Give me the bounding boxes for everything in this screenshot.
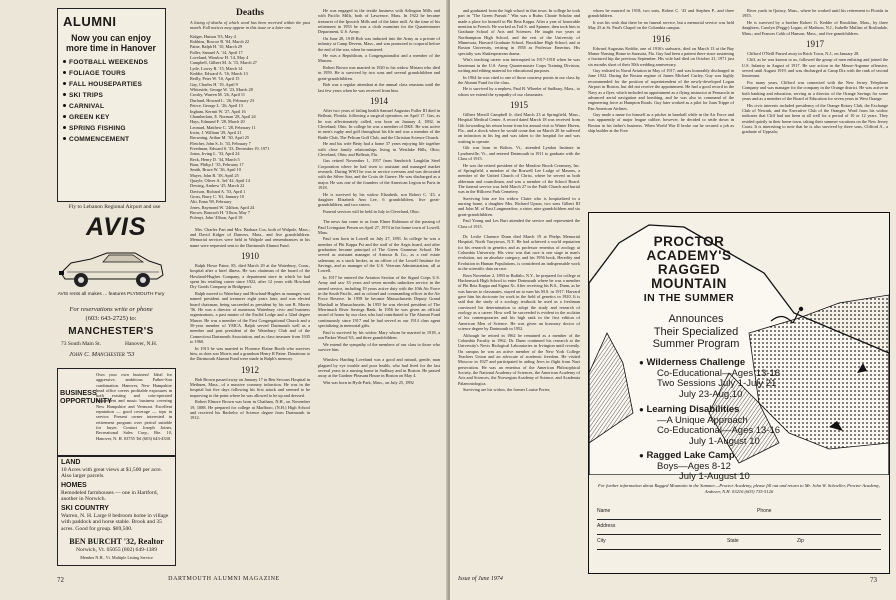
list-item: FOOTBALL WEEKENDS	[63, 57, 163, 68]
obituary-paragraph: For many years, Clifford was connected with the New Jersey Telephone Company and was manager for the company in the Orange district. He was active in both banking and education, serving as a director of the Orange Savings for some years and as a member of the Board of Education for seven years in West Orange.	[742, 80, 888, 102]
death-list-item: Fuller, Samuel A. '14, April 17	[190, 49, 243, 55]
death-list-item: Freedman, Edward S. '33, December 19, 1971	[190, 145, 270, 151]
obituary-paragraph: Win's teaching career was interrupted in 1917-1918 when he was lieutenant in the U.S. Army Quartermaster Corps Training Division, writing and editing material for educational purposes.	[458, 57, 580, 73]
list-item: SPRING FISHING	[63, 123, 163, 134]
obituary-paragraph: Dr. Leslie Clarence Dunn died March 19 at Phelps Memorial Hospital, North Tarrytown, N.Y. He had achieved a world reputation for his research in genetics and as professor emeritus of zoology at Columbia University. His view was that race is one stage in man's evolution, not an absolute category, and his 1956 book, Heredity and Evolution in Human Populations, is considered an indispensable work in the scientific data on race.	[458, 234, 580, 272]
death-list-item: Gay, Charles H. '19, April 9	[190, 81, 238, 87]
death-list-item: Hays, Edmund F. '28, March 20	[190, 119, 245, 125]
obituary-column-2	[588, 8, 734, 198]
obituary-paragraph: Ralph moved to Waterbury and Howland-Hughes as manager, was named president and treasurer eight years later, and was elected board chairman, being succeeded as president by his son R. Morris '36. He was a director of numerous Waterbury civic and business organizations, a past master of the Euclid Lodge and a 32nd degree Mason. He was a member of the First Congregational Church and a 50-year member of YMCA. Ralph served Dartmouth well as a member and past president of the Waterbury Club and of the Connecticut Dartmouth Association, and as class treasurer from 1935 to 1960.	[190, 291, 310, 345]
death-list-item: Dewing, Andrew '45, March 22	[190, 183, 245, 189]
obituary-column-3	[742, 8, 888, 198]
proctor-academy-ad	[588, 212, 890, 574]
death-list-item: Baur, Philip J. '35, February 17	[190, 161, 244, 167]
obituary-paragraph: Funeral services will be held in July in Cleveland, Ohio.	[323, 208, 420, 214]
obituary-paragraph: In 1917 he entered the Aviation Section of the Signal Corps U.S. Army and saw 33 years and seven months unbroken service in the armed service, including 19 years active duty with the 10th Air Force in the South Pacific, and as colonel and commanding officer in the Air Force Reserve. In 1958 he became Massachusetts Deputy Grand Marshall in Massachusetts. In 1955 he was elected president of The Merrimack River Savings Bank. In 1956 he was given an official award of honor by our class who had contributed to The Alumni Fund continuously since 1917 and he had served as our 1914 class agent specializing in memorial gifts.	[318, 275, 440, 329]
alumni-ad-list	[63, 57, 163, 145]
obituary-paragraph: It was his wish that there be no funeral service, but a memorial service was held May 25 at St. Paul's Chapel on the Columbia campus.	[588, 19, 734, 31]
obituary-paragraph: Clifford O'Neill Passed away in Brick Town, N.J., on January 28.	[747, 50, 860, 56]
magazine-footer: DARTMOUTH ALUMNI MAGAZINE	[168, 576, 280, 582]
obituary-paragraph: Surviving are his widow, the former Louise Porter,	[463, 387, 551, 393]
death-list-item: Smith, Bruce W. '36, April 10	[190, 167, 241, 173]
form-label-state: State	[727, 538, 739, 544]
death-list-item: Keddie, Edward A. '16, March 13	[190, 71, 248, 77]
realtor-address: Norwich, Vt. 05055 (802) 649-1389	[76, 547, 157, 553]
year-heading: 1916	[652, 33, 670, 44]
obituary-paragraph: Robert Elmore Brown was born in Chatham, N.H., on November 19, 1888. He prepared for college at Marlboro, (N.H.) High School and received his Bachelor of Science degree from Dartmouth in 1912.	[190, 399, 310, 421]
year-heading: 1917	[806, 38, 824, 49]
obituary-paragraph: Robert Brown was married in 1920 to his widow Miriam who died in 1959. He is survived by two sons and several grandchildren and great-grandchildren.	[318, 65, 440, 81]
death-list-item: Kidger, Hutson '03, May 4	[190, 33, 236, 39]
death-list-item: Irwin, J. William '29, April 21	[190, 129, 242, 135]
obituary-paragraph: In 1964 he was cited to one of those courtesy points in our class by the Alumni Fund for the class.	[458, 74, 580, 85]
death-list-item: Davison, Richard A. '53, April 1	[190, 188, 246, 194]
issue-footer: Issue of June 1974	[458, 576, 503, 582]
obituary-paragraph: Cliff, as he was known to us, followed the group of men enlisting and joined the U.S. Infantry in August of 1917. He saw action in the Meuse-Argonne offensive, served until August 1919, and was discharged at Camp Dix with the rank of second lieutenant.	[742, 57, 888, 79]
year-heading: 1914	[370, 95, 388, 106]
list-item: GREEN KEY	[63, 112, 163, 123]
program-learning-disabilities: ● Learning Disabilities —A Unique Approach Co-Educational—Ages 13-16 July 1-August 10	[639, 404, 781, 447]
death-list-item: Robbins, Roscoe B. '04, March 22	[190, 39, 250, 45]
obituary-paragraph: He is survived by his widow Elizabeth, son Robert C. '45, a daughter Elizabeth Ann Lee, 6 grandchildren, five great-grandchildren, and two sisters.	[318, 191, 440, 208]
avis-company: MANCHESTER'S	[68, 326, 154, 337]
death-list-item: Reck, Henry D. '34, March 5	[190, 156, 240, 162]
death-list-item: Ingham, Kermit W. '27, April 16	[190, 108, 246, 114]
obituary-paragraph: Paul was born in Lowell on July 27, 1891. In college he was a member of Phi Kappa Psi and the staff of the Aegis board, and after graduation became principal of The Green Grammar School. He served as assistant manager of Armour & Co., as a real estate salesman, as a stock broker, as an officer of the Lowell Institute for Savings, and as manager of the U.S. Veterans Administration, all at Lowell.	[318, 236, 440, 274]
proctor-announces: Announces Their Specialized Summer Program	[652, 313, 740, 350]
proctor-inquiry-form	[597, 505, 881, 550]
form-label-zip: Zip	[797, 538, 804, 544]
avis-signature: John C. Manchester '53	[69, 351, 135, 358]
obituary-paragraph: Paul Young and Les Burt attended the service and represented the Class of 1915.	[458, 218, 580, 229]
ski-country-heading: SKI COUNTRY	[61, 505, 109, 512]
death-list-item: Alti, Enna '69, February	[190, 199, 232, 205]
death-list-item: Lytle, Lowry R. '15, March 14	[190, 65, 243, 71]
avis-ad	[57, 213, 165, 365]
death-list-item: Paine, Ralph H. '10, March 29	[190, 44, 243, 50]
obituary-paragraph: On June 28, 1918 Bob was inducted into the Army as a private of infantry at Camp Devens, Mass., and was promoted to corporal before the end of the war, when he mustered.	[318, 35, 440, 52]
obituary-paragraph: Gilbert Merrill Campbell Jr. died March 23 at Springfield, Mass., Hospital Medical Center. A record dated March 18 was received from Gib forwarding his return home from his annual visit to Winter Haven, Fla., and a shock where he would come that on March 20 he suffered an infarction in his leg and was taken to the hospital for and was waiting to operate.	[458, 112, 580, 144]
obituary-paragraph: Surviving him are his widow Claire who is hospitalized in a nursing home, a daughter Mrs. Richard Upson, two sons Gilbert III and John M. of East Longmeadow, a sister, nine grandchildren and six great-grandchildren.	[458, 195, 580, 217]
death-list-item: Crosby, Warren M. '26, April 11	[190, 92, 246, 98]
deaths-column	[190, 8, 310, 570]
alumni-ad	[57, 8, 166, 202]
page-number-right: 73	[870, 576, 877, 584]
year-heading: 1910	[241, 251, 259, 262]
business-ad-title: BUSINESS OPPORTUNITY	[60, 388, 112, 406]
form-label-phone: Phone	[757, 508, 772, 514]
ski-country-text: Warren, N. H. Large 8 bedroom home in village with paddock and horse stable. Brook and 35 acres. Good for group. $69,500.	[61, 513, 169, 532]
land-heading: LAND	[61, 459, 81, 466]
avis-reservations: For reservations write or phone	[69, 306, 153, 313]
obituary-paragraph: He and his wife Betty had a home 37 years enjoying life together with close family relationships living in Westlake Hills, Ohio; Cleveland, Ohio; and Belleair, Fla.	[318, 141, 440, 157]
obituary-paragraph: The news has come to us from Elmer Robinson of the passing of Paul Livingston Presen on April 27, 1974 in his home town of Lowell, Mass.	[318, 219, 440, 235]
realtor-note: Member N.H., Vt. Multiple Listing Service	[80, 555, 153, 560]
obituary-paragraph: Although he retired in 1962 he remained as a member of the Columbia Faculty in 1962, Dr. Dunn continued his research at the University's Nevis Biological Laboratories in Irvington until recently. On campus he was an active member of the New York College Teachers Union and an advocate of academic freedom. He visited Moscow in 1927 and participated in aiding Jews in flight from Nazi persecution. He was an emeritus of the American Philosophical Society, the National Academy of Sciences, the American Academy of Arts and Sciences, the Norwegian Academy of Science, and Academia Palaeontologica.	[458, 332, 580, 386]
year-heading: 1915	[510, 100, 528, 111]
deaths-list	[190, 34, 310, 221]
obituary-column-3	[318, 8, 440, 570]
obituary-paragraph: and graduated from the high school in that town. In college he took part in "The Green Pursuit." Win was a Rufus Choate Scholar and made a place for himself in Phi Beta Kappa. After a year of honorable mention in French. He worked as Tod S. and Spinner, then took him to Graduate School of Arts and Sciences. He taught two years at Northampton High School, and the rest of the University of Minnesota, Harvard Graduate School, Brookline High School, and at Boston University, retiring in 1958 as Professor Emeritus. His specialty was Shakespearean drama.	[458, 8, 580, 56]
business-opportunity-ad	[57, 368, 176, 456]
obituary-column-1	[458, 8, 580, 570]
avis-address: 73 South Main St.	[61, 341, 102, 347]
obituary-paragraph: He is survived by a nephew, Paul B. Wheeler of Sudbury, Mass., to whom we extend the sympathy of our classmates.	[458, 86, 580, 97]
death-list-item: Chamberlain, E. Norman '28, April 24	[190, 113, 256, 119]
list-item: FALL HOUSEPARTIES	[63, 79, 163, 90]
death-list-item: Polenyi, John '43hon, April 18	[190, 215, 243, 221]
obituary-paragraph: In 1913 he was married to Florence Elaine Booth who survives him, as does son Morris and a grandson Henry R Paine. Donations to the Dartmouth Alumni Fund were made in Ralph's memory.	[190, 345, 310, 362]
obituary-paragraph: Bob was a regular attendant at the annual class reunions until the last few years when he was received from him.	[318, 82, 440, 93]
obituary-paragraph: After two years of failing health Samuel Augustus Fuller III died in Belleair, Florida, following a surgical operation, on April 17. Gus, as he was affectionately called, was born on January 4, 1892, in Cleveland, Ohio. In college he was a member of DKE. He was active in men's rugby and golf throughout his life and was a member of the Battle Club, The Pelican Golf Club, and the Christian Science Church.	[318, 107, 440, 140]
obituary-paragraph: Gib was born in Bolton, Vt., attended Lyndon Institute in Lyndonville, Vt., and entered Dartmouth in 1911 to graduate with the Class of 1915.	[458, 145, 580, 161]
deaths-intro: A listing of deaths of which word has been received within the past month. Full notices may appear in this issue or a later one.	[190, 20, 310, 31]
death-list-item: Loveland, Winslow H. '14, May 4	[190, 55, 249, 61]
form-label-city: City	[597, 538, 606, 544]
obituary-paragraph: Born November 2, 1893 in Buffalo, N.Y., he prepared for college at Hackensack High School to enter Dartmouth where he was a member of Phi Beta Kappa and Sigma Xi. After receiving his B.S., Dunn, as he was known to classmates, stayed on to earn his M.S. in 1917. Harvard gave him his doctorate for work in the field of genetics in 1920. It is said that the study of a zoology textbook he used as a freshman convinced his determination to adopt the study and research of zoology as a career. How well he succeeded is evident in the acclaim of his contemporaries and his high rank in the first edition of American Men of Science. He was given an honorary doctor of science degree by Dartmouth in 1952.	[458, 272, 580, 332]
form-label-address: Address	[597, 523, 616, 529]
obituary-paragraph: Guy enlisted in Naval Aviation in May of 1917, and was honorably discharged in June 1922. During the Boston regime of James Michael Curley, Guy was highly recommended for the position of superintendent of the newly-developed Logan Airport in Boston, but did not receive the appointment. He had a good record in the Navy as a flyer, which included an appointment as a flying instructor at Pensacola in advanced aerial navigation and bombing, and he was also in command of the engineering force at Hampton Roads. Guy later worked as a pilot for Juan Trippe of Pan American Airlines.	[588, 68, 734, 111]
deaths-title: Deaths	[236, 8, 264, 18]
program-wilderness: ● Wilderness Challenge Co-Educational—Ages 13-16 Two Sessions July 1-July 21 July 23-Aug.10	[639, 357, 781, 400]
list-item: COMMENCEMENT	[63, 134, 163, 145]
obituary-paragraph: Mrs. Charles Fart and Mrs. Barbara Cox, both of Walpole, Mass.; and David Kidger of Danvers, Mass., and five grandchildren. Memorial services were held in Walpole and remembrances in his name were requested sent to the Dartmouth Alumni Fund.	[190, 226, 310, 248]
obituary-paragraph: He was engaged in the textile business with Arlington Mills and with Pacific Mills, both of Lawrence, Mass. In 1922 he became treasurer of the Ipswich Mills and of the latter mill. At the time of his retirement in 1953 he was a cloth examiner for the Quartermaster Department, U.S. Army.	[318, 8, 440, 35]
obituary-paragraph: Guy made a name for himself as a pitcher in baseball while in the Air Force and was apparently of major league calibre, however, he decided to settle down in Boston in his father's business. When World War II broke out he secured a job as ship builder at the Fore	[588, 112, 734, 134]
death-list-item: Browning, Arthur M. '30, April 25	[190, 135, 250, 141]
right-page	[450, 0, 896, 600]
alumni-ad-footer: Fly to Lebanon Regional Airport and use	[68, 204, 161, 210]
death-list-item: Peirce, George L. '26, April 13	[190, 103, 243, 109]
business-ad-text: Own your own business! Ideal for aggressive, ambitious Father-Son combination. Hanover, New Hampshire head office covers profitable exposures in both existing and coin-operated amusement and music business covering New Hampshire and Vermont. Excellent reputation — good coverage — tops in service. Present owner interested in retirement program over period suitable for buyer. Contact Joseph Joiner, Recreational Sales Corp., Rte. 10, Hanover, N. H. 03755 Tel (603) 643-4330.	[96, 372, 172, 441]
list-item: SKI TRIPS	[63, 90, 163, 101]
obituary-paragraph: Winslow Harding Loveland was a good and natural, gentle, man plagued by eye trouble and poor health, who had lived for the last several years in a nursing home in Sudbury and in Boston. He passed away at the Gardner Pleasant House in Boston on May 4.	[318, 357, 440, 379]
obituary-paragraph: He was a Republican, a Congregationalist and a member of the Masons.	[318, 53, 440, 64]
avis-phone: (603: 643-2725) to:	[85, 315, 137, 322]
land-text: 10 Acres with great views at $1,500 per acre. Also larger parcels.	[61, 467, 162, 480]
death-list-item: Mayer, John R. '38, April 25	[190, 172, 239, 178]
obituary-paragraph: He was the retired president of the Meadow Brook Creamery, Inc. of Springfield, a member of the Roswell Lee Lodge of Masons, a member of the United Church of Christ, where he served as both alderman and councilman, and was a member of the School Board. The funeral service was held March 27 in the Faith Church and burial was in the Hillcrest Park Cemetery.	[458, 162, 580, 195]
obituary-paragraph: whom he married in 1918; two sons, Robert C. '43 and Stephen P., and three grandchildren.	[588, 8, 734, 19]
death-list-item: Leonard, Matthew C. '28, February 11	[190, 124, 256, 130]
obituary-paragraph: Gus retired November 1, 1957 from Sandwich Laughlin Steel Corporation where he had risen to assistant and managed market research. During WWI he was in service overseas and was decorated with the Silver Star, and the Croix de Guerre. He was discharged as a major. He was one of the founders of the American Legion in Paris in 1918.	[318, 158, 440, 191]
death-list-item: Gross, Barry C. '61, January 10	[190, 194, 245, 199]
proctor-headline: PROCTOR ACADEMY'S RAGGED MOUNTAIN IN THE SUMMER	[643, 234, 735, 304]
year-heading: 1912	[241, 364, 259, 375]
program-ragged-lake-camp: ● Ragged Lake Camp Boys—Ages 8-12 July 1-August 10	[639, 450, 750, 482]
obituary-paragraph: He is survived by a brother Robert G. Keddie of Brookline, Mass., by three daughters, Carolyn (Peggy) Logan, of Madison, N.J., Isabelle Mullins of Roslindale, Mass.; and Frances Cobb of Hanson, Mass., and five grandchildren.	[742, 19, 888, 36]
homes-heading: HOMES	[61, 482, 87, 489]
death-list-item: Jones, Raymond W. '24thon, April 24	[190, 204, 255, 210]
obituary-paragraph: Bob Brown passed away on January 17 in Ben Secours Hospital in Methuen, Mass., of a massive coronary infarction. He was in the hospital but five days following his first attack and seemed to be improving to the point where he was allowed to be up and dressed.	[190, 376, 310, 398]
proctor-form-intro: For further information about Ragged Mountain in the Summer—Proctor Academy, please fill out and return to Mr. John W. Schoeller, Proctor Academy, Andover, N.H. 03216 (603) 735-5126	[598, 483, 880, 494]
alumni-ad-title: ALUMNI	[63, 14, 117, 29]
obituary-paragraph: Ralph Howe Paine, 85, died March 29 at the Waterbury, Conn., hospital after a brief illness. He was chairman of the board of the Howland-Hughes Company, a department store in which he had spent his retailing career since 1922, after 12 years with Howland Dry Goods Company in Bridgeport.	[190, 263, 310, 290]
obituary-paragraph: We extend the sympathy of the members of our class to those who survive him.	[318, 341, 440, 352]
realtor-classified-ad	[57, 456, 176, 566]
death-list-item: Reilly, Peter W. '16, April 15	[190, 76, 240, 82]
death-list-item: Whiteside, George W. '23, March 28	[190, 87, 253, 93]
list-item: FOLIAGE TOURS	[63, 68, 163, 79]
death-list-item: Fletcher, John S. Jr. '33, February 7	[190, 140, 251, 146]
obituary-paragraph: Edward Augustus Keddie, one of 1916's stalwarts, died on March 13 at the Bay Manor Nursing Home in Sarasota, Fla. Guy had been a patient there since sustaining a fractured hip the previous September. His wife had died on October 21, 1971 just six months short of their 50th wedding anniversary.	[588, 45, 734, 67]
death-list-item: Jonas, Irving L. '33, April 24	[190, 151, 240, 157]
car-illustration	[57, 245, 165, 291]
obituary-paragraph: River yards in Quincy, Mass., where he worked until his retirement to Florida in 1955.	[742, 8, 888, 19]
realtor-name: BEN BURCHT '32, Realtor	[69, 537, 164, 546]
list-item: CARNIVAL	[63, 101, 163, 112]
obituary-paragraph: Win was born in Hyde Park, Mass., on July 25, 1892	[323, 379, 414, 385]
obituary-paragraph: His civic interests included presidency of the Orange Rotary Club, the Exchange Club of Newark, and the Executive Club of the Oranges. Word from his widow indicates that Cliff had not been at all well for a period of 10 or 12 years. They resided quietly in their home town, taking their summer vacations on the New Jersey Coast. It is interesting to note that he is also survived by three sons, Clifford A., a graduate of Uppsala;	[742, 102, 888, 135]
obituary-paragraph: Paul is survived by his widow Mary whom he married in 1918, a son Parker Wood '63, and three grandchildren.	[318, 329, 440, 340]
form-label-name: Name	[597, 508, 611, 514]
avis-logo: AVIS	[86, 213, 147, 241]
death-list-item: Brown, Bancroft H. '31hon, May 7	[190, 210, 250, 216]
death-list-item: Durland, Howard L. '26, February 23	[190, 97, 255, 103]
page-number-left: 72	[57, 576, 64, 584]
death-list-item: Campbell, Gilbert M. Jr. '15, March 27	[190, 60, 257, 66]
homes-text: Remodeled farmhouses — one in Hartford, another in Norwich.	[61, 490, 158, 503]
death-list-item: Quayle, Oliver A. 3rd '42, April 14	[190, 177, 250, 183]
avis-town: Hanover, N.H.	[125, 341, 158, 347]
avis-caption: AVIS rents all makes ... features PLYMOUTH Fury	[57, 292, 165, 297]
alumni-ad-subtitle: Now you can enjoy more time in Hanover	[66, 33, 156, 53]
